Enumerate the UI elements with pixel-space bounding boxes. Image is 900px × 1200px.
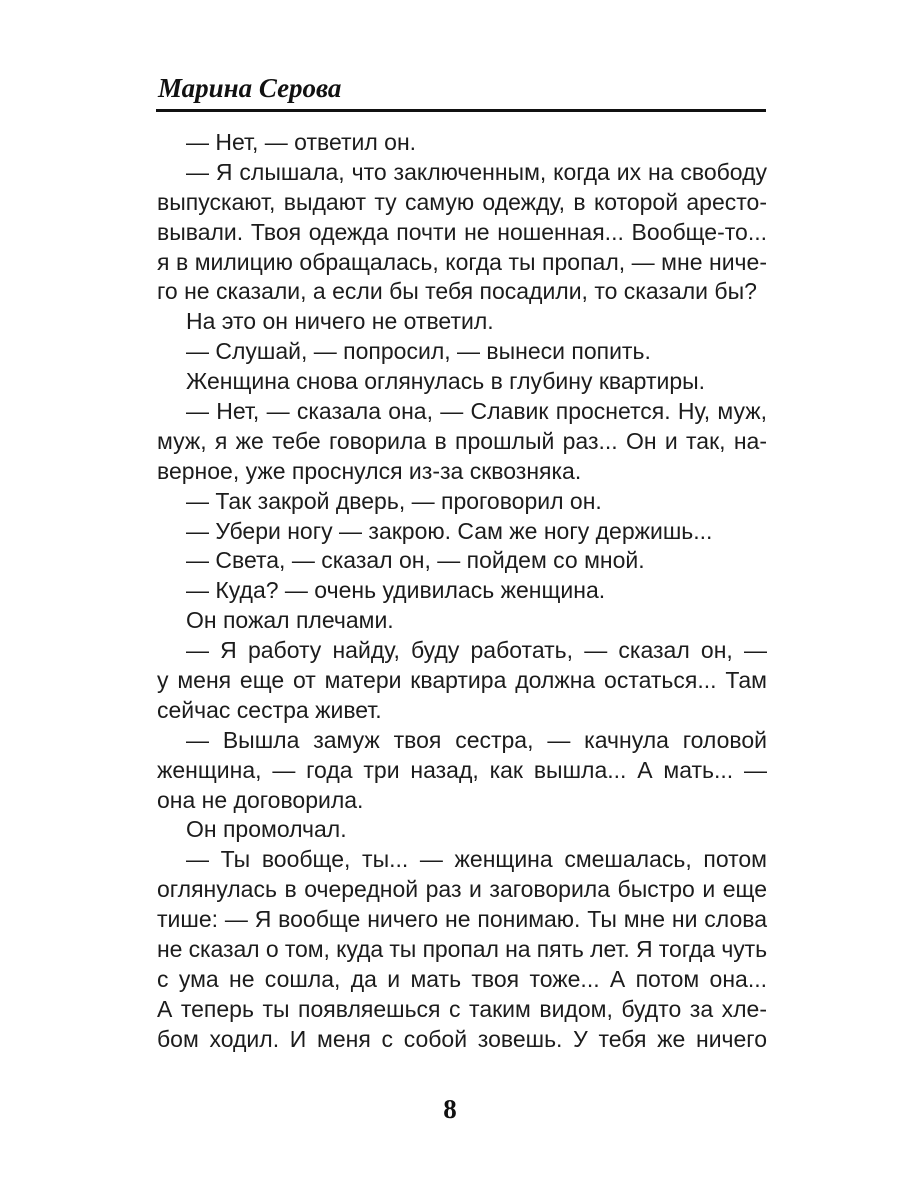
text-line: — Я слышала, что заключенным, когда их на свободу: [186, 158, 767, 185]
text-line: — Ты вообще, ты... — женщина смешалась, потом: [186, 846, 767, 873]
text-line: у меня еще от матери квартира должна остаться... Там: [157, 667, 767, 694]
text-line: го не сказали, а если бы тебя посадили, то сказали бы?: [157, 278, 757, 305]
text-line: с ума не сошла, да и мать твоя тоже... А потом она...: [157, 965, 767, 992]
text-line: Он пожал плечами.: [186, 607, 394, 634]
text-line: — Нет, — ответил он.: [186, 129, 417, 155]
text-line: я в милицию обращалась, когда ты пропал, — мне ниче-: [157, 248, 767, 275]
text-line: не сказал о том, куда ты пропал на пять лет. Я тогда чуть: [157, 936, 768, 963]
running-head-author: Марина Серова: [158, 73, 342, 103]
text-line: — Слушай, — попросил, — вынеси попить.: [186, 338, 651, 365]
text-line: тише: — Я вообще ничего не понимаю. Ты мне ни слова: [157, 906, 767, 933]
body-text: [157, 128, 767, 1055]
text-line: верное, уже проснулся из-за сквозняка.: [157, 457, 582, 484]
text-line: — Света, — сказал он, — пойдем со мной.: [186, 547, 645, 574]
text-line: оглянулась в очередной раз и заговорила быстро и еще: [157, 876, 767, 903]
text-line: А теперь ты появляешься с таким видом, будто за хле-: [157, 995, 767, 1022]
text-line: Женщина снова оглянулась в глубину квартиры.: [186, 368, 706, 395]
text-line: вывали. Твоя одежда почти не ношенная... Вообще-то...: [157, 218, 767, 245]
text-line: На это он ничего не ответил.: [186, 308, 494, 335]
header-rule: [156, 109, 766, 112]
text-line: — Вышла замуж твоя сестра, — качнула головой: [186, 726, 767, 753]
text-line: — Нет, — сказала она, — Славик проснется. Ну, муж,: [186, 398, 767, 425]
text-line: сейчас сестра живет.: [157, 696, 382, 723]
text-line: — Куда? — очень удивилась женщина.: [186, 577, 606, 604]
text-line: выпускают, выдают ту самую одежду, в которой аресто-: [157, 188, 767, 215]
text-line: — Так закрой дверь, — проговорил он.: [186, 487, 602, 514]
text-line: она не договорила.: [157, 786, 364, 813]
text-line: Он промолчал.: [186, 816, 347, 843]
text-line: женщина, — года три назад, как вышла... А мать... —: [157, 756, 767, 783]
text-line: бом ходил. И меня с собой зовешь. У тебя же ничего: [157, 1025, 767, 1052]
page-number: 8: [443, 1094, 457, 1124]
text-line: — Я работу найду, буду работать, — сказал он, —: [186, 637, 767, 664]
text-line: — Убери ногу — закрою. Сам же ногу держишь...: [186, 517, 713, 544]
text-line: муж, я же тебе говорила в прошлый раз... Он и так, на-: [157, 427, 767, 454]
